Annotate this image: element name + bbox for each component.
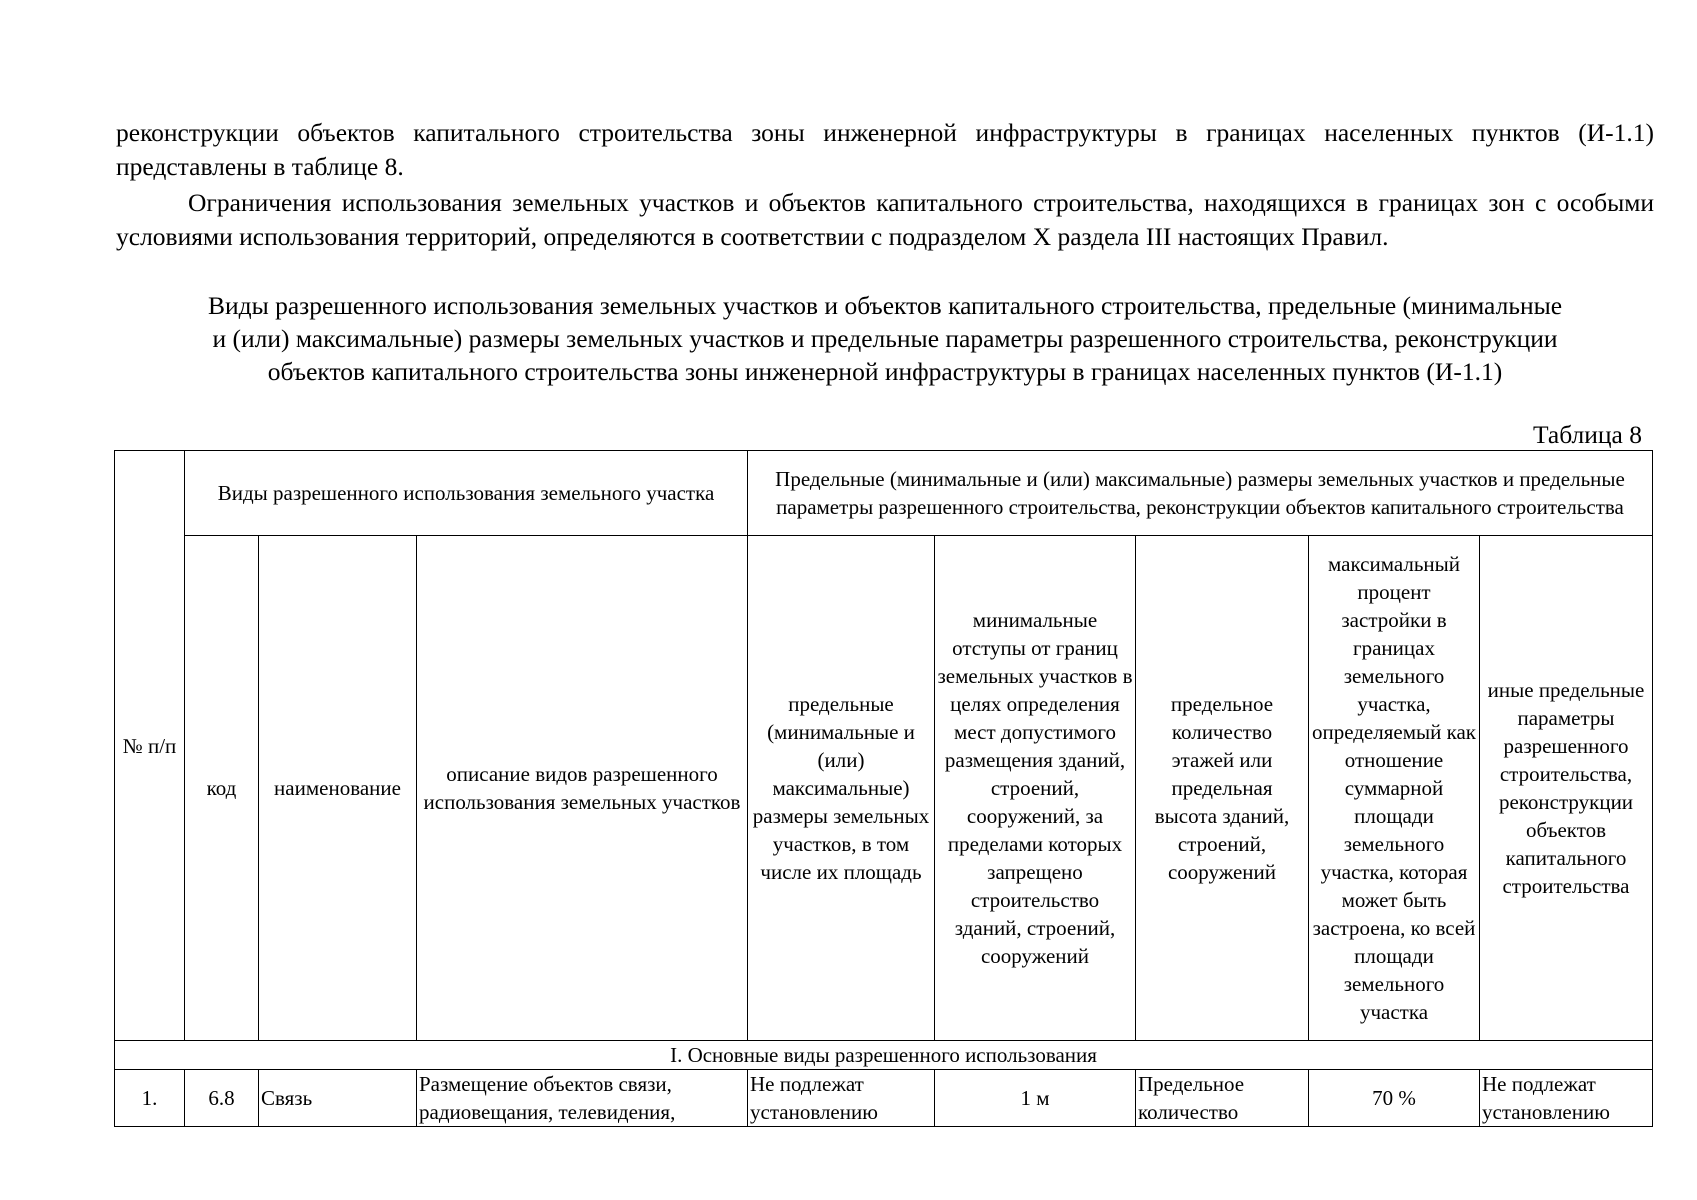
header-number: № п/п — [115, 451, 185, 1041]
intro-paragraph-2: Ограничения использования земельных участков и объектов капитального строительства, находящихся в границах зон с особыми условиями использования территорий, определяются в соответствии с подразделом X раздела III настоящих Правил. — [116, 188, 1654, 251]
table-row — [115, 1070, 1653, 1127]
header-plot-size: предельные (минимальные и (или) максимальные) размеры земельных участков, в том числе их площадь — [748, 536, 935, 1041]
cell-floors — [1136, 1070, 1309, 1127]
cell-plot-size — [748, 1070, 935, 1127]
cell-coverage: 70 % — [1309, 1070, 1480, 1127]
cell-floors-text: Предельное количество — [1138, 1072, 1245, 1124]
table-number-label: Таблица 8 — [1532, 420, 1642, 449]
use-types-table — [114, 450, 1653, 1127]
table-column-header-row — [115, 536, 1653, 1041]
section-title: I. Основные виды разрешенного использования — [115, 1041, 1653, 1070]
table-section-row — [115, 1041, 1653, 1070]
header-code: код — [185, 536, 259, 1041]
cell-description-text: Размещение объектов связи, радиовещания, телевидения, — [419, 1072, 676, 1124]
table-group-header-row — [115, 451, 1653, 536]
cell-number: 1. — [115, 1070, 185, 1127]
table-heading-line-3: объектов капитального строительства зоны инженерной инфраструктуры в границах населенных пунктов (И-1.1) — [267, 357, 1503, 386]
table-heading-line-2: и (или) максимальные) размеры земельных участков и предельные параметры разрешенного строительства, реконструкции — [212, 324, 1558, 353]
table-heading-line-1: Виды разрешенного использования земельных участков и объектов капитального строительства, предельные (минимальные — [207, 291, 1563, 320]
cell-name: Связь — [259, 1070, 417, 1127]
cell-setbacks: 1 м — [935, 1070, 1136, 1127]
intro-paragraph-1: реконструкции объектов капитального строительства зоны инженерной инфраструктуры в границах населенных пунктов (И-1.1) представлены в таблице 8. — [116, 118, 1654, 181]
cell-other — [1480, 1070, 1653, 1127]
header-parameters: Предельные (минимальные и (или) максимальные) размеры земельных участков и предельные параметры разрешенного строительства, реконструкции объектов капитального строительства — [748, 451, 1653, 536]
table-heading — [116, 289, 1654, 388]
cell-code: 6.8 — [185, 1070, 259, 1127]
cell-description — [417, 1070, 748, 1127]
header-use-types: Виды разрешенного использования земельного участка — [185, 451, 748, 536]
header-description: описание видов разрешенного использования земельных участков — [417, 536, 748, 1041]
header-coverage: максимальный процент застройки в границах земельного участка, определяемый как отношение суммарной площади земельного участка, которая может быть застроена, ко всей площади земельного участка — [1309, 536, 1480, 1041]
header-setbacks: минимальные отступы от границ земельных участков в целях определения мест допустимого размещения зданий, строений, сооружений, за пределами которых запрещено строительство зданий, строений, сооружений — [935, 536, 1136, 1041]
cell-plot-size-text: Не подлежат установлению — [750, 1072, 878, 1124]
header-other: иные предельные параметры разрешенного строительства, реконструкции объектов капитального строительства — [1480, 536, 1653, 1041]
header-floors: предельное количество этажей или предельная высота зданий, строений, сооружений — [1136, 536, 1309, 1041]
cell-other-text: Не подлежат установлению — [1482, 1072, 1610, 1124]
header-name: наименование — [259, 536, 417, 1041]
